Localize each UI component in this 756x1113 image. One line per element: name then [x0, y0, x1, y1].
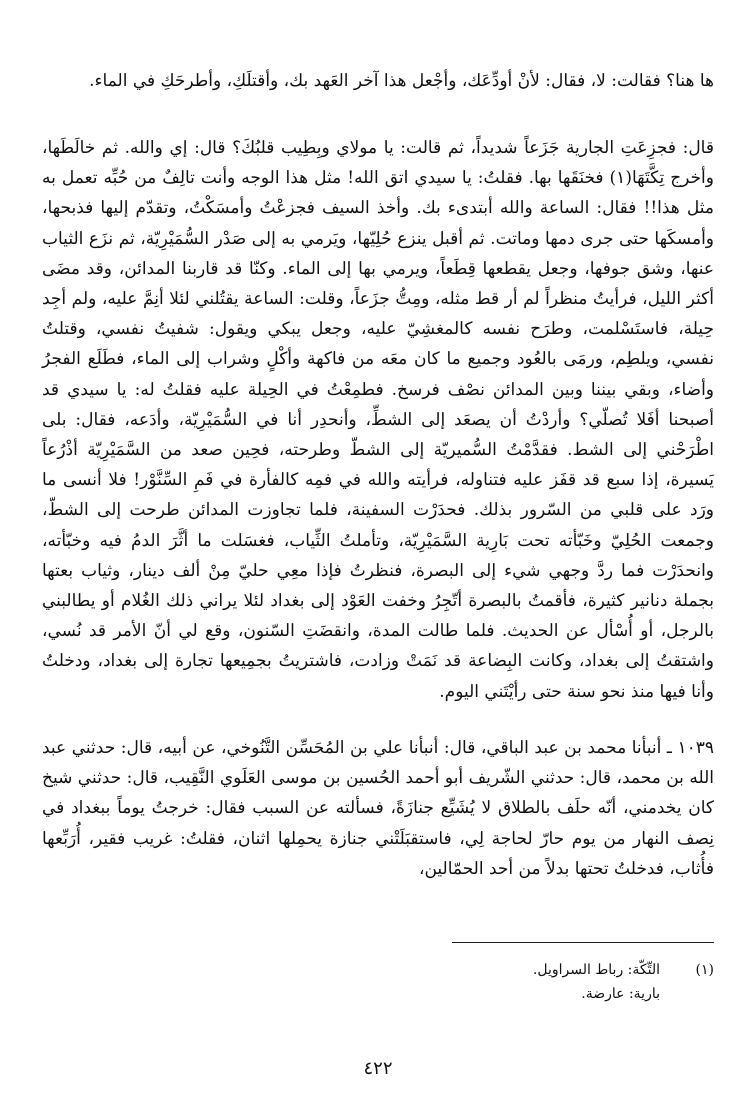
footnote-number: (١) — [695, 962, 714, 978]
footnote-separator — [452, 942, 714, 943]
paragraph-main-narrative — [42, 133, 714, 707]
paragraph-continuation — [42, 66, 714, 96]
footnote-2 — [42, 982, 714, 1006]
paragraph-report-1039 — [42, 733, 714, 884]
footnote-1 — [42, 958, 714, 982]
page-number: ٤٢٢ — [363, 1058, 393, 1079]
footnote-text: التِّكّة: رباط السراويل. — [532, 962, 660, 978]
paragraph-text: ها هنا؟ فقالت: لا، فقال: لأنْ أودِّعَك، وأجْعل هذا آخر العَهد بك، وأقتلَكِ، وأطرحَكِ في الماء. — [89, 71, 714, 91]
paragraph-text: ١٠٣٩ ـ أنبأنا محمد بن عبد الباقي، قال: أنبأنا علي بن المُحَسِّن التَّنُوخي، عن أبيه، قال: حدثني عبد الله بن محمد، قال: حدثني الشّريف أبو أحمد الحُسين بن موسى العَلَوي النَّقِيب، قال: حدثني شيخ كان يخدمني، أنّه حلَف بالطلاق لا يُشَيِّع جنازَةً، فسألته عن السبب فقال: خرجتُ يوماً ببغداد في نِصف النهار من يوم حارّ لحاجة لِي، فاستقبَلَتْني جنازة يحمِلها اثنان، فقلتُ: غريب فقير، أُرَبِّعها فأُثاب، فدخلتُ تحتها بدلاً من أحد الحمّالين، — [42, 738, 714, 879]
paragraph-text: قال: فجزِعَتِ الجارية جَزَعاً شديداً، ثم قالت: يا مولاي وبِطِيب قلبُكَ؟ قال: إي والله. ثم خالَطَها، وأخرج تِكَّتَهَا(١) فخنَقَها بها. فقلتُ: يا سيدي اتق الله! مثل هذا الوجه وأنت تالِفٌ من حُبِّه تعمل به مثل هذا!! فقال: الساعة والله أبتدىء بك. وأخذ السيف فجزعْتُ وأمسَكْتُ، وتقدّم إليها فذبحها، وأمسكَها حتى جرى دمها وماتت. ثم أقبل ينزع حُلِيّها، ويَرمي به إلى صَدْر السُّمَيْرِيّة، ثم نزَع الثياب عنها، وشق جوفها، وجعل يقطعها قِطَعاً، ويرمي بها إلى الماء. وكنّا قد قاربنا المدائن، وقد مضَى أكثر الليل، فرأيتُ منظراً لم أر قط مثله، ومِتُّ جزَعاً، وقلت: الساعة يقتُلني لئلا أنِمَّ عليه، ولم أجِد حِيلة، فاستَسْلمت، وطرَح نفسه كالمغشِيّ عليه، وجعل يبكي ويقول: شفيتُ نفسي، وقتلتُ نفسي، ويلطِم، ورمَى بالعُود وجميع ما كان معَه من فاكهة وأكْلٍ وشراب إلى الماء، فطَلَع الفجرُ وأضاء، وبقي بيننا وبين المدائن نصْف فرسخ. فطمِعْتُ في الحِيلة عليه فقلتُ له: يا سيدي قد أصبحنا أفَلا تُصلّي؟ وأردْتُ أن يصعَد إلى الشطِّ، وأنحدِر أنا في السُّمَيْرِيّة، وأدَعه، فقال: بلى اطْرَحْني إلى الشط. فقدَّمْتُ السُّميريّة إلى الشطّ وطرحته، فحِين صعد من السَّمَيْرِيّة أذْرُعاً يَسيرة، إذا سبع قد قفَز عليه فتناوله، فرأيته والله في فمِه كالفأرة في فَمِ السِّنَّوْر! فلا أنسى ما ورَد على قلبي من السّرور بذلك. فحدَرْت السفينة، فلما تجاوزت المدائن طرحت إلى الشطّ، وجمعت الحُلِيّ وخَبّأته تحت بَارِية السَّمَيْرِيّة، وتأملتُ الثِّياب، فغسَلت ما أثَّرَ الدمُ فيه وخبّأته، وانحدَرْت فما ردَّ وجهي شيء إلى البصرة، فنظرتُ فإذا معِي حليّ مِنْ ألف دينار، وثياب بعتها بجملة دنانير كثيرة، فأقمتُ بالبصرة أتّجِرُ وخفت العَوْد إلى بغداد لئلا يراني ذلك الغُلام أو يطالبني بالرجل، أو أُسْأل عن الحديث. فلما طالت المدة، وانقضَتِ السّنون، وقع لي أنّ الأمر قد نُسي، واشتقتُ إلى بغداد، وكانت البِضاعة قد نَمَتْ وزادت، فاشتريتُ بجمِيعها تجارة إلى بغداد، ودخلتُ وأنا فيها منذ نحو سنة حتى رأيْتَني اليوم. — [42, 138, 714, 702]
footnotes — [42, 958, 714, 1006]
footnote-text: بارية: عارضة. — [581, 986, 660, 1002]
